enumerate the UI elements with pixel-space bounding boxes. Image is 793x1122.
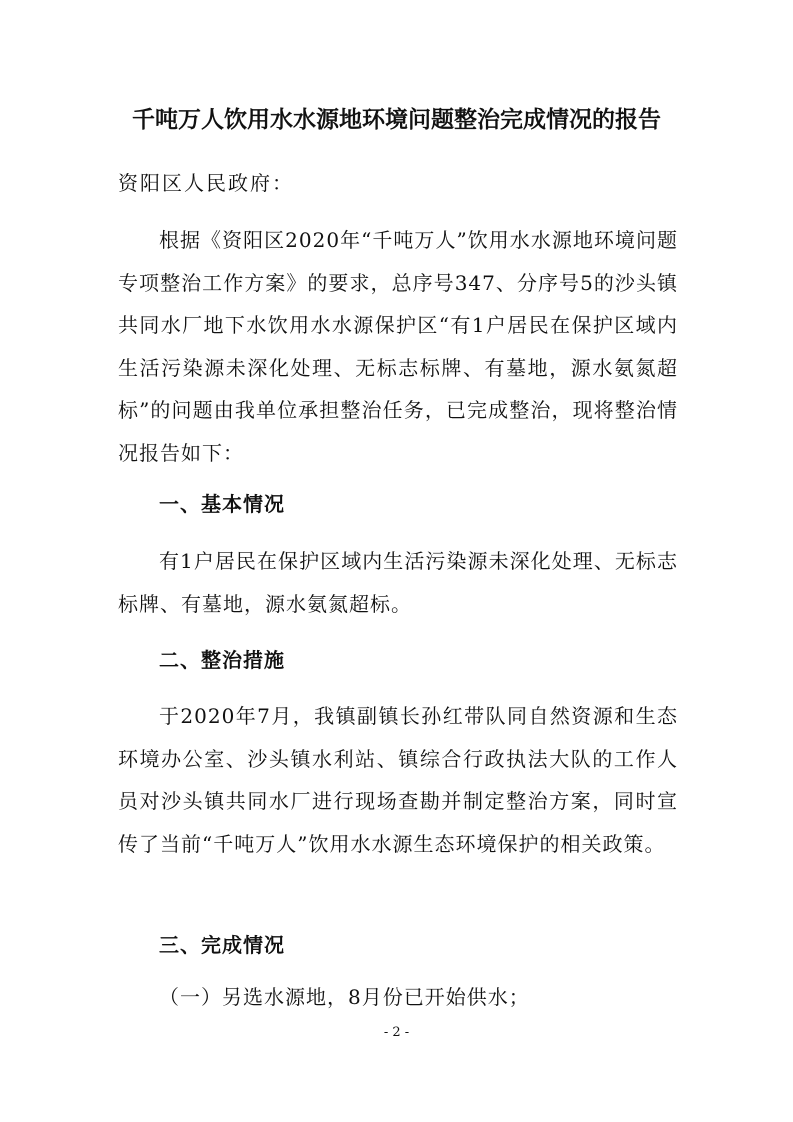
- section-3-item-1: （一）另选水源地，8月份已开始供水；: [159, 985, 530, 1009]
- section-2-body: 于2020年7月，我镇副镇长孙红带队同自然资源和生态环境办公室、沙头镇水利站、镇综合行政执法大队的工作人员对沙头镇共同水厂进行现场查勘并制定整治方案，同时宣传了当前“千吨万人”饮用水水源生态环境保护的相关政策。: [118, 704, 678, 856]
- section-1-body: 有1户居民在保护区域内生活污染源未深化处理、无标志标牌、有墓地，源水氨氮超标。: [118, 549, 678, 616]
- page-number: - 2 -: [383, 1025, 410, 1040]
- intro-paragraph: 根据《资阳区2020年“千吨万人”饮用水水源地环境问题专项整治工作方案》的要求，总序号347、分序号5的沙头镇共同水厂地下水饮用水水源保护区“有1户居民在保护区域内生活污染源未深化处理、无标志标牌、有墓地，源水氨氮超标”的问题由我单位承担整治任务，已完成整治，现将整治情况报告如下：: [118, 228, 678, 465]
- section-2-heading: 二、整治措施: [159, 648, 285, 672]
- document-title: 千吨万人饮用水水源地环境问题整治完成情况的报告: [132, 107, 661, 133]
- section-3-heading: 三、完成情况: [159, 933, 285, 957]
- salutation: 资阳区人民政府：: [118, 171, 294, 195]
- section-1-heading: 一、基本情况: [159, 492, 285, 516]
